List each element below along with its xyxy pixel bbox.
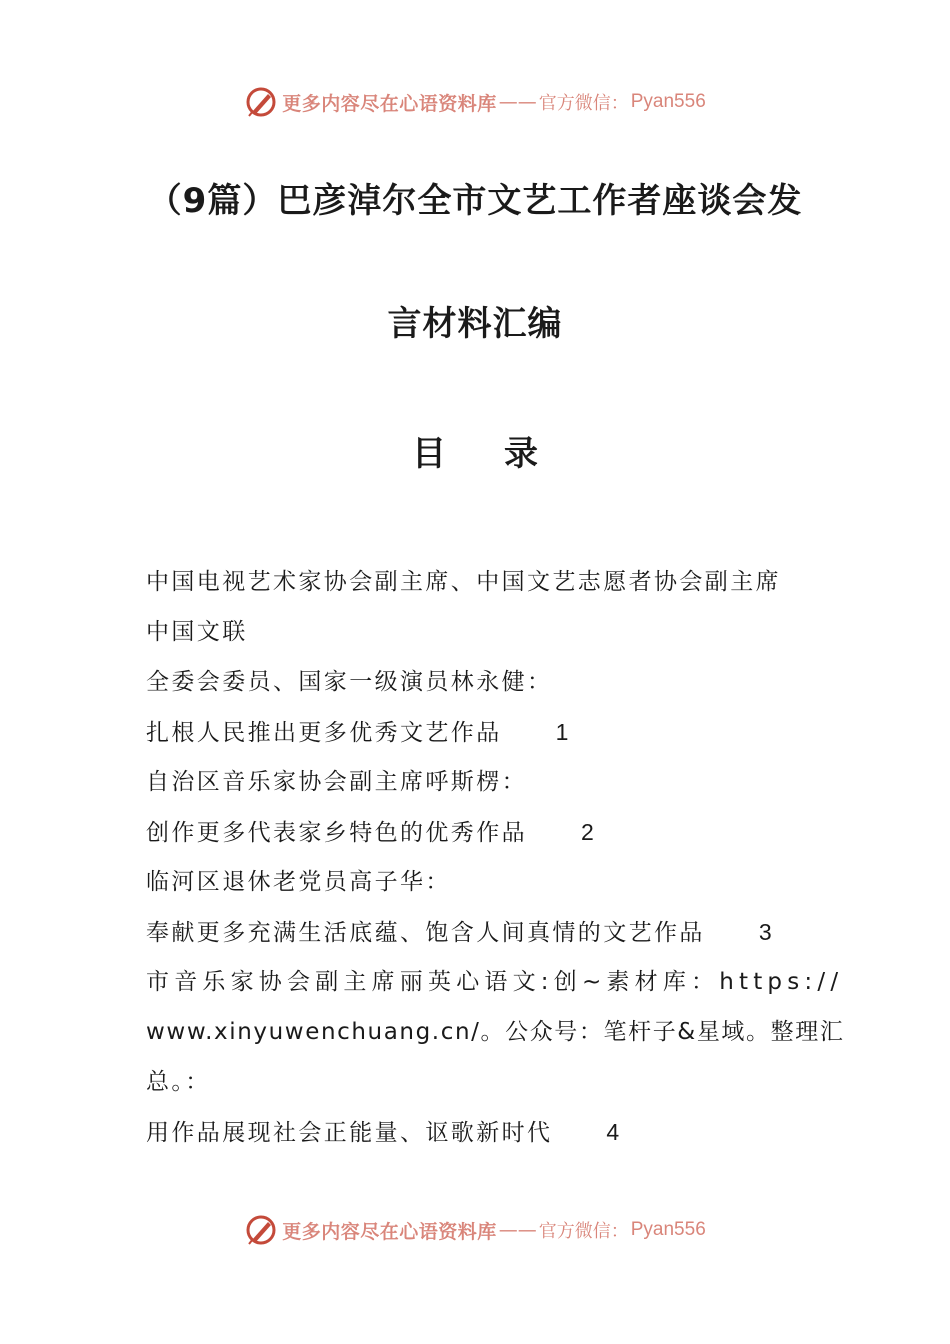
banner-wechat-id: Pyan556 (630, 91, 706, 112)
toc-line-text: 临河区退休老党员高子华： (146, 869, 451, 895)
toc-page-number: 4 (606, 1119, 620, 1145)
header-watermark-banner (0, 82, 950, 122)
toc-entry-title: 用作品展现社会正能量、讴歌新时代 (146, 1120, 553, 1146)
toc-entry[interactable] (146, 812, 808, 862)
toc-entry-title: 奉献更多充满生活底蕴、饱含人间真情的文艺作品 (146, 920, 705, 946)
toc-entry[interactable] (146, 712, 808, 762)
banner-text: 更多内容尽在心语资料库 (282, 1220, 497, 1243)
toc-line-text: www.xinyuwenchuang.cn/。公众号：笔杆子&星域。整理汇 (146, 1019, 845, 1045)
toc-line (146, 612, 808, 662)
toc-heading-char-2: 录 (504, 434, 538, 474)
toc-entry-title: 创作更多代表家乡特色的优秀作品 (146, 820, 527, 846)
pen-logo-icon (244, 85, 278, 119)
toc-line (146, 1012, 845, 1062)
toc-entry[interactable] (146, 1112, 808, 1162)
toc-line-text: 中国文联 (146, 619, 248, 645)
banner-wechat-label: 官方微信： (538, 93, 629, 114)
toc-line-text: 总。： (146, 1069, 211, 1095)
toc-line (146, 562, 808, 612)
pen-logo-icon (244, 1213, 278, 1247)
toc-line (146, 862, 808, 912)
banner-text: 更多内容尽在心语资料库 (282, 92, 497, 115)
toc-line (146, 962, 844, 1012)
toc-entry-title: 扎根人民推出更多优秀文艺作品 (146, 720, 502, 746)
toc-page-number: 1 (555, 719, 569, 745)
banner-wechat-id: Pyan556 (630, 1219, 706, 1240)
banner-wechat-label: 官方微信： (538, 1221, 629, 1242)
toc-entry[interactable] (146, 912, 808, 962)
toc-line-text: 中国电视艺术家协会副主席、中国文艺志愿者协会副主席 (146, 569, 781, 595)
toc-page-number: 2 (581, 819, 594, 845)
document-title-line-2: 言材料汇编 (387, 304, 563, 344)
toc-heading-char-1: 目 (412, 434, 446, 474)
toc-body (146, 562, 845, 1162)
document-title-line-1: （9篇）巴彦淖尔全市文艺工作者座谈会发 (147, 181, 803, 221)
toc-line-text: 全委会委员、国家一级演员林永健： (146, 669, 553, 695)
toc-heading (0, 426, 950, 475)
banner-dash: —— (498, 1219, 537, 1241)
toc-page-number: 3 (758, 919, 772, 945)
toc-line-text: 自治区音乐家协会副主席呼斯楞： (146, 769, 527, 795)
toc-line (146, 762, 808, 812)
toc-line (146, 662, 808, 712)
banner-dash: —— (498, 91, 537, 113)
footer-watermark-banner (0, 1210, 950, 1250)
toc-line-text: 市音乐家协会副主席丽英心语文:创~素材库：https:// (146, 969, 844, 995)
toc-line (146, 1062, 808, 1112)
